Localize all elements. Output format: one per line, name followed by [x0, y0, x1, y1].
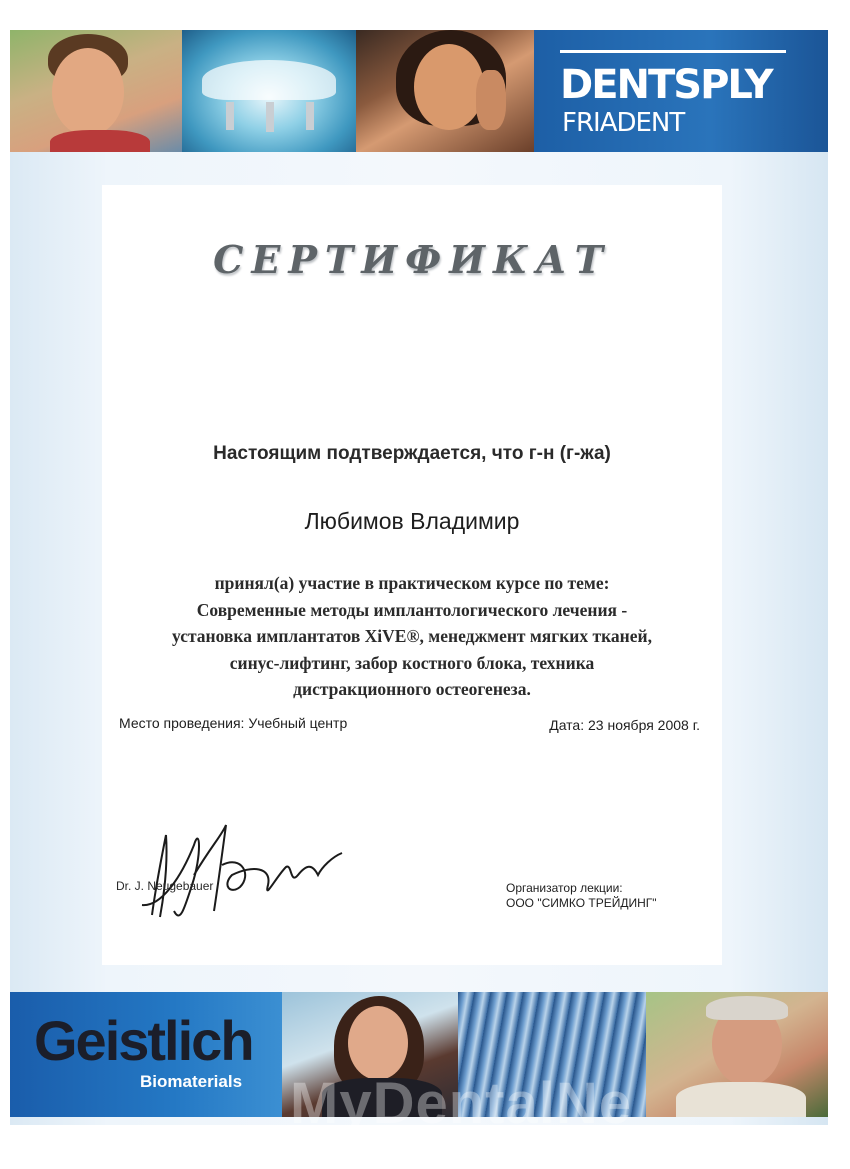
course-description [102, 570, 722, 703]
person-name: Любимов Владимир [304, 508, 520, 534]
smiling-woman-photo [356, 30, 534, 152]
certificate-page [10, 30, 828, 1136]
venue-text: Место проведения: Учебный центр [119, 715, 348, 731]
organizer-name: ООО "СИМКО ТРЕЙДИНГ" [506, 896, 657, 910]
geistlich-sub: Biomaterials [140, 1072, 243, 1091]
handwritten-signature [122, 815, 352, 925]
dental-implant-model-photo [182, 30, 356, 152]
geistlich-logo [10, 992, 282, 1117]
course-line: синус-лифтинг, забор костного блока, техника [229, 652, 595, 673]
smiling-man-photo [10, 30, 182, 152]
elderly-man-photo [646, 992, 828, 1117]
course-line: Современные методы имплантологического лечения - [196, 599, 628, 620]
course-line: установка имплантатов XiVE®, менеджмент мягких тканей, [171, 626, 652, 646]
organizer-block [506, 881, 657, 911]
dentsply-friadent-logo [534, 30, 828, 152]
brand-name: DENTSPLY [560, 62, 772, 108]
brand-sub: FRIADENT [562, 108, 685, 138]
organizer-label: Организатор лекции: [506, 881, 623, 895]
certificate-title: СЕРТИФИКАТ [213, 237, 611, 282]
signer-name: Dr. J. Neugebauer [116, 879, 214, 893]
top-banner [10, 30, 828, 152]
certificate-panel [102, 185, 722, 965]
date-text: Дата: 23 ноября 2008 г. [549, 717, 700, 733]
course-line: дистракционного остеогенеза. [293, 679, 531, 699]
watermark-text: MyDentalNe [290, 1071, 632, 1136]
confirm-line: Настоящим подтверждается, что г-н (г-жа) [213, 443, 611, 464]
geistlich-name: Geistlich [34, 1009, 253, 1072]
course-line: принял(а) участие в практическом курсе по теме: [214, 573, 610, 593]
logo-rule [560, 50, 786, 53]
